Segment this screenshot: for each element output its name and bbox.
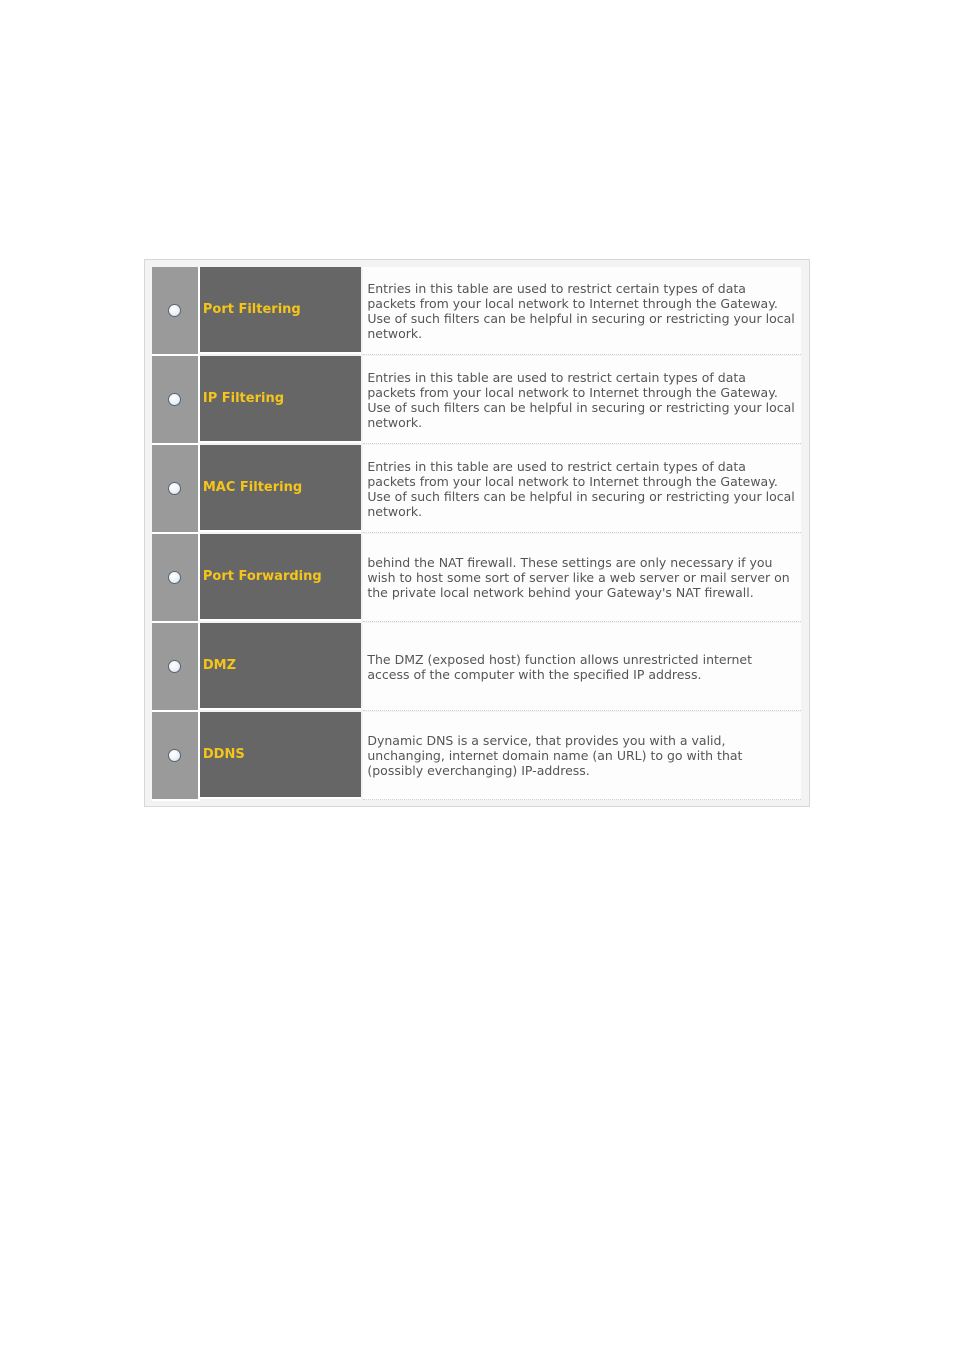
dmz-radio[interactable] bbox=[168, 660, 181, 673]
ip-filtering-description: Entries in this table are used to restrict certain types of data packets from your local network to Internet through the Gateway. Use of such filters can be helpful in securing or restricting your local network. bbox=[367, 369, 795, 430]
mac-filtering-label[interactable]: MAC Filtering bbox=[202, 480, 303, 495]
option-row-mac-filtering bbox=[152, 445, 801, 534]
option-row-dmz bbox=[152, 623, 801, 712]
ddns-label[interactable]: DDNS bbox=[202, 747, 245, 762]
description-cell bbox=[363, 445, 801, 533]
port-forwarding-radio[interactable] bbox=[168, 571, 181, 584]
description-cell bbox=[363, 534, 801, 622]
radio-cell bbox=[152, 534, 200, 623]
port-forwarding-description: behind the NAT firewall. These settings are only necessary if you wish to host some sort of server like a web server or mail server on the private local network behind your Gateway's NAT firewall. bbox=[367, 555, 790, 600]
radio-cell bbox=[152, 712, 200, 801]
description-cell bbox=[363, 623, 801, 711]
mac-filtering-description: Entries in this table are used to restrict certain types of data packets from your local network to Internet through the Gateway. Use of such filters can be helpful in securing or restricting your local network. bbox=[367, 458, 795, 519]
radio-cell bbox=[152, 267, 200, 356]
description-cell bbox=[363, 356, 801, 444]
option-row-ip-filtering bbox=[152, 356, 801, 445]
label-cell bbox=[200, 445, 362, 532]
port-filtering-radio[interactable] bbox=[168, 304, 181, 317]
label-cell bbox=[200, 712, 362, 799]
ip-filtering-label[interactable]: IP Filtering bbox=[202, 391, 285, 406]
radio-cell bbox=[152, 356, 200, 445]
ip-filtering-radio[interactable] bbox=[168, 393, 181, 406]
label-cell bbox=[200, 534, 362, 621]
ddns-description: Dynamic DNS is a service, that provides you with a valid, unchanging, internet domain name (an URL) to go with that (possibly everchanging) IP-address. bbox=[367, 733, 743, 778]
port-filtering-label[interactable]: Port Filtering bbox=[202, 302, 301, 317]
mac-filtering-radio[interactable] bbox=[168, 482, 181, 495]
ddns-radio[interactable] bbox=[168, 749, 181, 762]
description-cell bbox=[363, 712, 801, 800]
label-cell bbox=[200, 267, 362, 354]
radio-cell bbox=[152, 445, 200, 534]
option-row-port-forwarding bbox=[152, 534, 801, 623]
options-table bbox=[144, 259, 810, 807]
description-cell bbox=[363, 267, 801, 355]
dmz-description: The DMZ (exposed host) function allows unrestricted internet access of the computer with the specified IP address. bbox=[367, 651, 753, 682]
radio-cell bbox=[152, 623, 200, 712]
option-row-port-filtering bbox=[152, 267, 801, 356]
options-list bbox=[152, 267, 801, 801]
port-filtering-description: Entries in this table are used to restrict certain types of data packets from your local network to Internet through the Gateway. Use of such filters can be helpful in securing or restricting your local network. bbox=[367, 280, 795, 341]
label-cell bbox=[200, 356, 362, 443]
option-row-ddns bbox=[152, 712, 801, 801]
dmz-label[interactable]: DMZ bbox=[202, 658, 237, 673]
label-cell bbox=[200, 623, 362, 710]
port-forwarding-label[interactable]: Port Forwarding bbox=[202, 569, 322, 584]
